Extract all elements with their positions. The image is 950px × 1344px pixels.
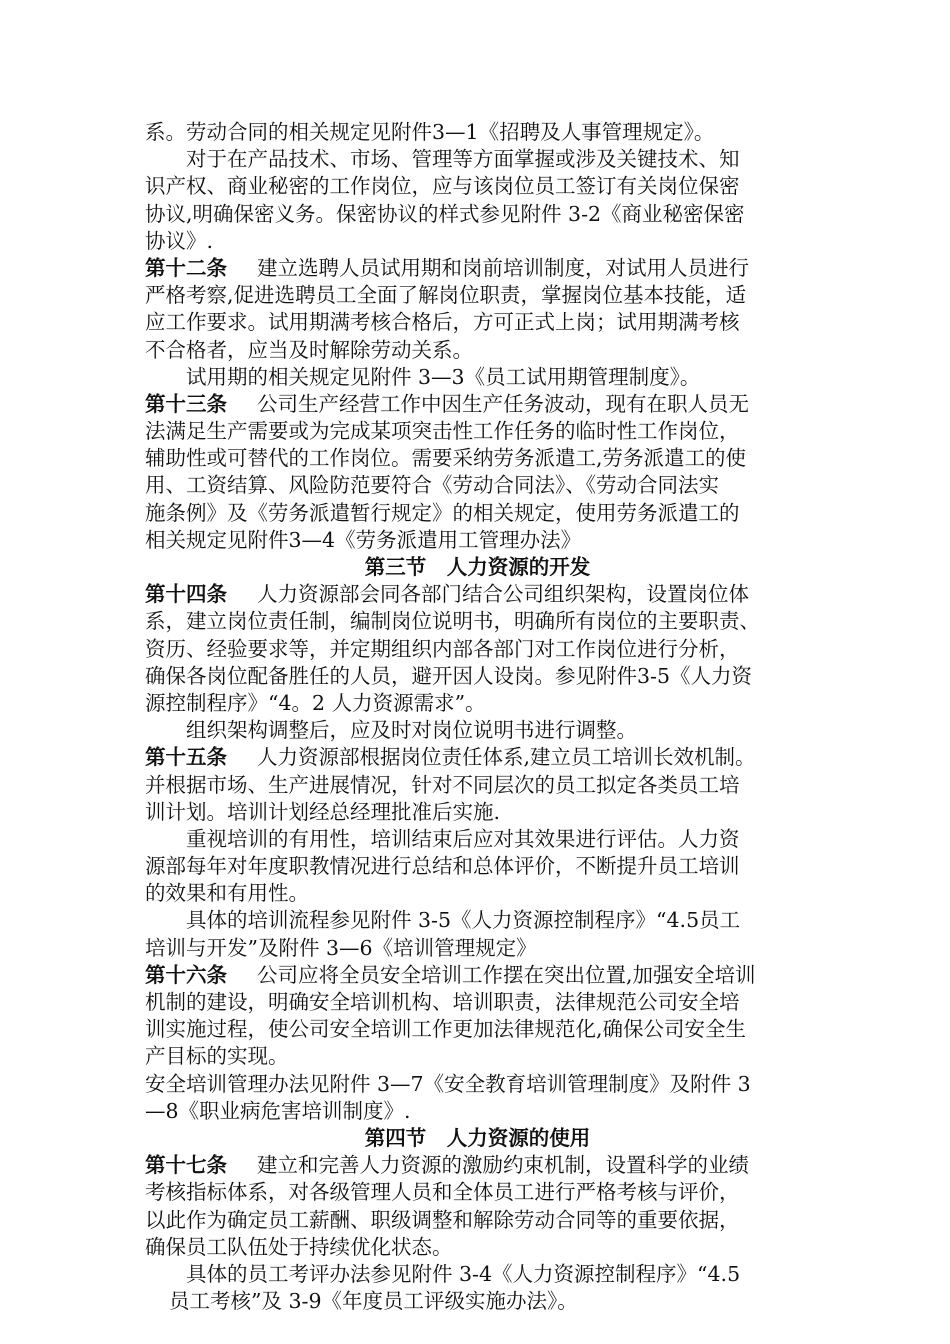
paragraph-line: —8《职业病危害培训制度》. — [145, 1098, 411, 1123]
paragraph-line: 严格考察,促进选聘员工全面了解岗位职责，掌握岗位基本技能，适 — [145, 283, 747, 308]
section-heading: 第三节 人力资源的开发 — [364, 555, 591, 579]
paragraph-line: 具体的培训流程参见附件 3-5《人力资源控制程序》“4.5员工 — [186, 908, 741, 933]
article-line — [145, 744, 810, 771]
paragraph-line: 不合格者，应当及时解除劳动关系。 — [145, 337, 473, 362]
paragraph-line: 系。劳动合同的相关规定见附件3—1《招聘及人事管理规定》。 — [145, 120, 715, 144]
article-text: 人力资源部会同各部门结合公司组织架构，设置岗位体 — [257, 582, 749, 607]
paragraph-line: 协议,明确保密义务。保密协议的样式参见附件 3-2《商业秘密保密 — [145, 201, 745, 226]
article-number: 第十二条 — [145, 255, 227, 280]
paragraph-line: 法满足生产需要或为完成某项突击性工作任务的临时性工作岗位， — [145, 419, 740, 444]
paragraph-line: 源控制程序》“4。2 人力资源需求”。 — [145, 690, 486, 715]
article-line — [145, 1152, 810, 1179]
paragraph-line: 确保员工队伍处于持续优化状态。 — [145, 1234, 453, 1259]
article-line — [145, 391, 810, 418]
article-text: 公司应将全员安全培训工作摆在突出位置,加强安全培训 — [257, 962, 756, 987]
paragraph-line: 相关规定见附件3—4《劳务派遣用工管理办法》 — [145, 527, 582, 552]
paragraph-line: 以此作为确定员工薪酬、职级调整和解除劳动合同等的重要依据， — [145, 1207, 740, 1232]
paragraph-line: 训实施过程，使公司安全培训工作更加法律规范化,确保公司安全生 — [145, 1017, 747, 1042]
article-text: 建立选聘人员试用期和岗前培训制度，对试用人员进行 — [257, 255, 749, 280]
article-text: 公司生产经营工作中因生产任务波动，现有在职人员无 — [257, 391, 749, 416]
paragraph-line: 考核指标体系，对各级管理人员和全体员工进行严格考核与评价， — [145, 1180, 740, 1205]
article-number: 第十四条 — [145, 582, 227, 607]
article-number: 第十六条 — [145, 962, 227, 987]
paragraph-line: 辅助性或可替代的工作岗位。需要采纳劳务派遣工,劳务派遣工的使 — [145, 446, 747, 471]
document-page — [145, 119, 810, 1315]
paragraph-line: 训计划。培训计划经总经理批准后实施. — [145, 799, 501, 824]
paragraph-line: 源部每年对年度职教情况进行总结和总体评价，不断提升员工培训 — [145, 854, 740, 879]
paragraph-line: 的效果和有用性。 — [145, 881, 309, 906]
paragraph-line: 确保各岗位配备胜任的人员，避开因人设岗。参见附件3-5《人力资 — [145, 663, 753, 688]
paragraph-line: 组织架构调整后，应及时对岗位说明书进行调整。 — [186, 718, 637, 743]
article-line — [145, 255, 810, 282]
paragraph-line: 并根据市场、生产进展情况，针对不同层次的员工拟定各类员工培 — [145, 772, 740, 797]
paragraph-line: 培训与开发”及附件 3—6《培训管理规定》 — [145, 935, 537, 960]
section-heading: 第四节 人力资源的使用 — [364, 1125, 591, 1150]
paragraph-line: 安全培训管理办法见附件 3—7《安全教育培训管理制度》及附件 3 — [145, 1071, 751, 1096]
paragraph-line: 施条例》及《劳务派遣暂行规定》的相关规定，使用劳务派遣工的 — [145, 500, 740, 525]
paragraph-line: 应工作要求。试用期满考核合格后，方可正式上岗；试用期满考核 — [145, 310, 740, 335]
article-number: 第十三条 — [145, 391, 227, 416]
paragraph-line: 员工考核”及 3-9《年度员工评级实施办法》。 — [169, 1289, 578, 1314]
paragraph-line: 对于在产品技术、市场、管理等方面掌握或涉及关键技术、知 — [186, 147, 740, 172]
paragraph-line: 产目标的实现。 — [145, 1044, 289, 1069]
article-text: 建立和完善人力资源的激励约束机制，设置科学的业绩 — [257, 1153, 749, 1178]
article-line — [145, 581, 810, 608]
article-number: 第十五条 — [145, 745, 227, 770]
paragraph-line: 重视培训的有用性，培训结束后应对其效果进行评估。人力资 — [186, 826, 740, 851]
paragraph-line: 具体的员工考评办法参见附件 3-4《人力资源控制程序》“4.5 — [186, 1261, 741, 1286]
paragraph-line: 协议》. — [145, 228, 214, 253]
article-number: 第十七条 — [145, 1153, 227, 1178]
paragraph-line: 识产权、商业秘密的工作岗位，应与该岗位员工签订有关岗位保密 — [145, 174, 740, 199]
article-text: 人力资源部根据岗位责任体系,建立员工培训长效机制。 — [257, 745, 756, 770]
paragraph-line: 系，建立岗位责任制，编制岗位说明书，明确所有岗位的主要职责、 — [145, 609, 760, 634]
paragraph-line: 机制的建设，明确安全培训机构、培训职责，法律规范公司安全培 — [145, 990, 740, 1014]
paragraph-line: 资历、经验要求等，并定期组织内部各部门对工作岗位进行分析， — [145, 636, 740, 661]
paragraph-line: 试用期的相关规定见附件 3—3《员工试用期管理制度》。 — [186, 364, 701, 389]
paragraph-line: 用、工资结算、风险防范要符合《劳动合同法》、《劳动合同法实 — [145, 473, 719, 498]
article-line — [145, 962, 810, 989]
